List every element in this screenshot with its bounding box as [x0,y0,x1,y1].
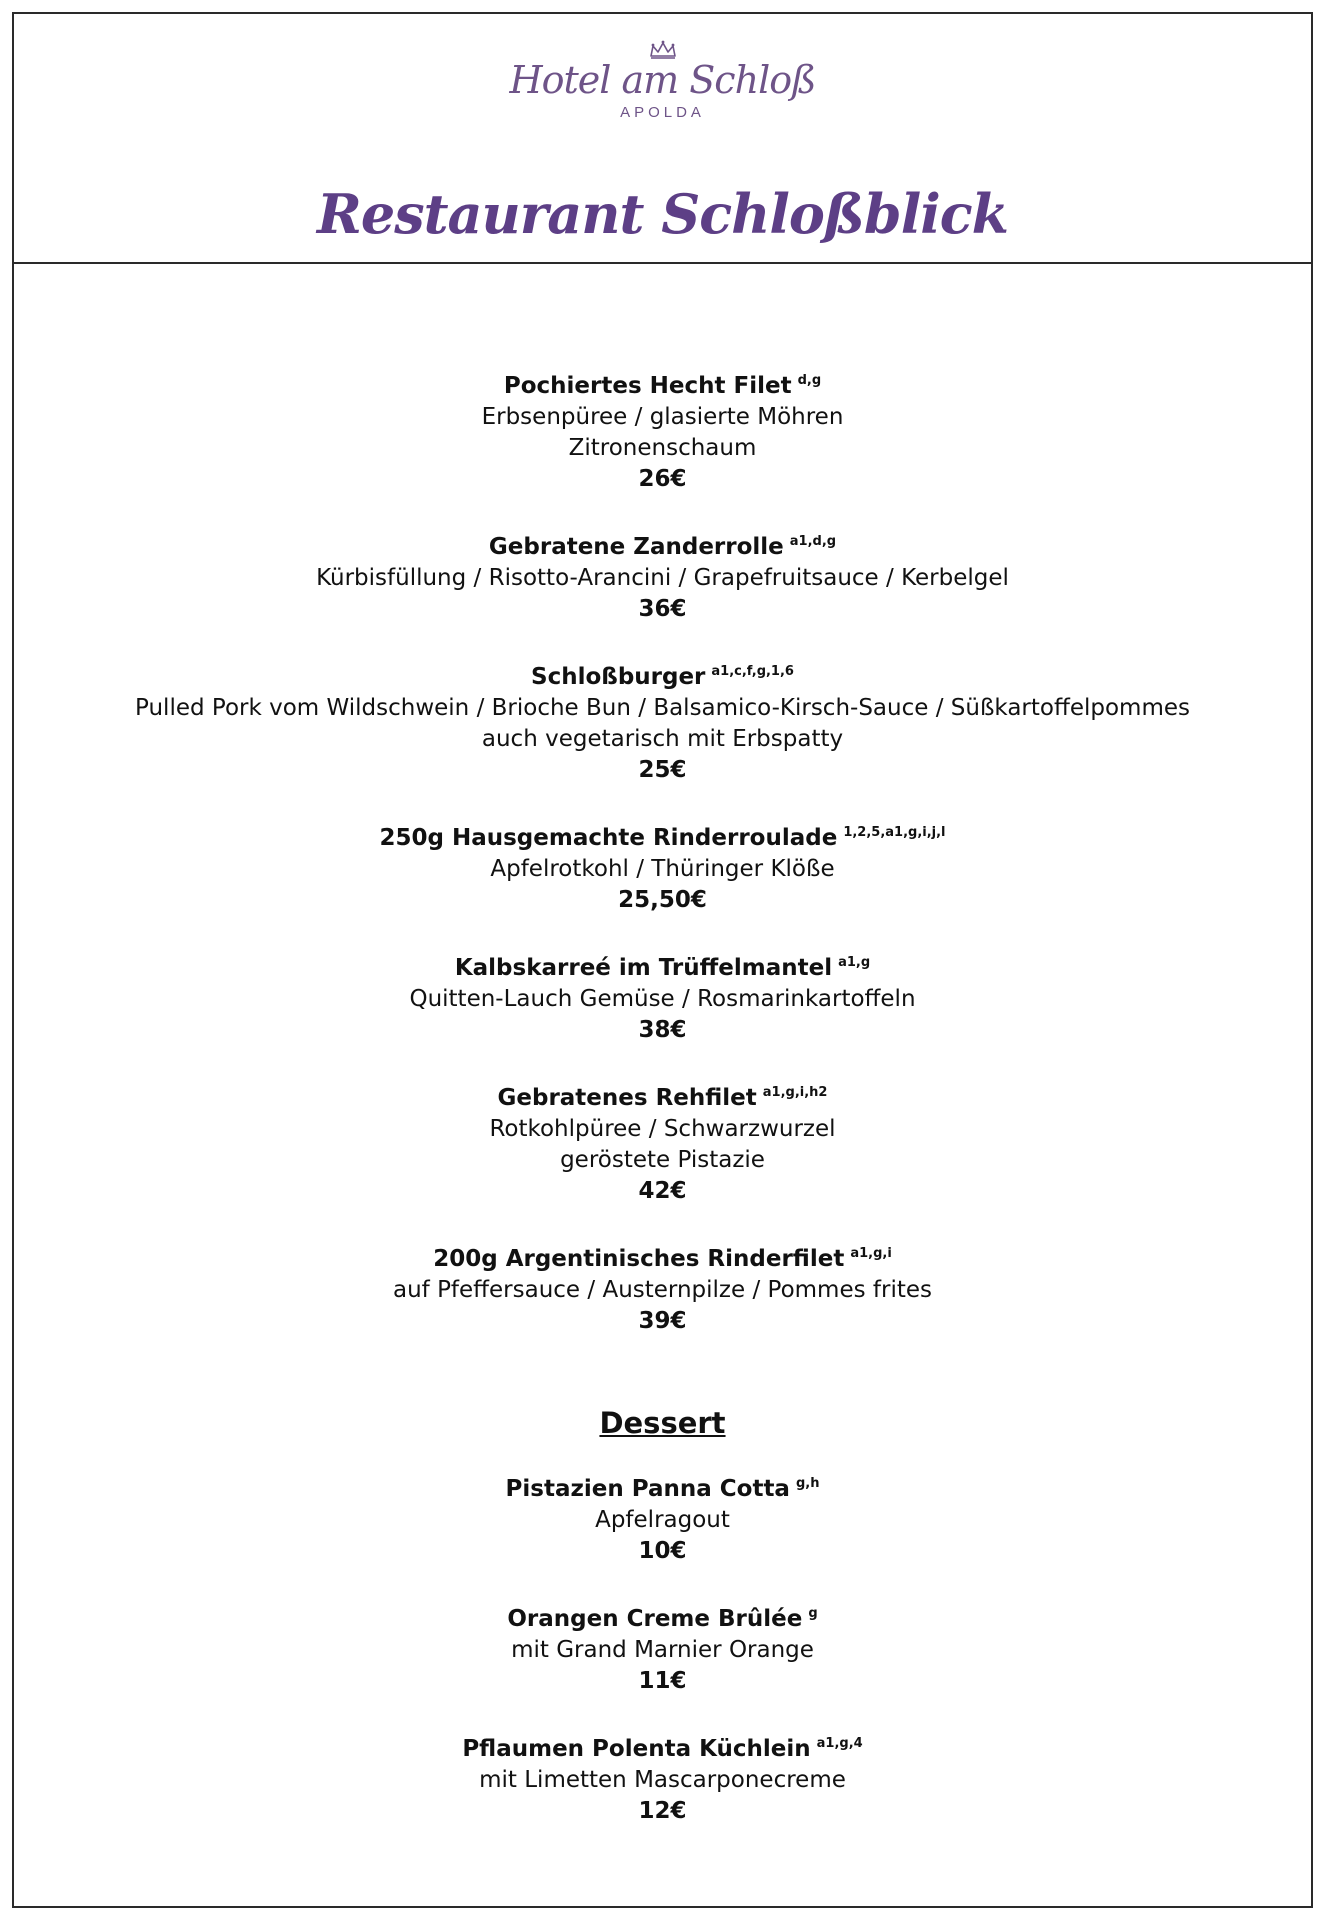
dish-item [0,1077,1325,1207]
dish-name: Gebratenes Rehfilet [497,1085,757,1111]
dish-description: mit Grand Marnier Orange [511,1637,814,1663]
main-dishes-section [0,365,1325,1368]
allergen-codes: g [808,1606,818,1621]
dish-name: Kalbskarreé im Trüffelmantel [454,955,833,981]
dish-name: 200g Argentinisches Rinderfilet [433,1246,845,1272]
dish-item [0,656,1325,786]
hotel-logo [14,40,1311,121]
allergen-codes: a1,d,g [789,534,837,549]
dish-description: mit Limetten Mascarponecreme [479,1767,846,1793]
dish-name: 250g Hausgemachte Rinderroulade [379,825,838,851]
dish-price: 25€ [638,757,687,783]
dish-price: 11€ [638,1668,687,1694]
dish-item [0,947,1325,1046]
dish-name: Schloßburger [531,664,706,690]
dish-description: Apfelragout [595,1507,730,1533]
dish-name-line [0,1077,1325,1114]
dish-name: Gebratene Zanderrolle [488,534,784,560]
dish-name-line [0,526,1325,563]
dish-price: 36€ [638,596,687,622]
allergen-codes: a1,g [838,955,871,970]
menu-header [14,14,1311,264]
dish-description: auch vegetarisch mit Erbspatty [481,726,844,752]
dish-description: auf Pfeffersauce / Austernpilze / Pommes frites [392,1277,932,1303]
allergen-codes: d,g [797,373,822,388]
dish-name: Pistazien Panna Cotta [505,1476,790,1502]
dessert-section [0,1405,1325,1858]
dish-name-line [0,656,1325,693]
dish-description: Kürbisfüllung / Risotto-Arancini / Grapefruitsauce / Kerbelgel [316,565,1009,591]
dish-name-line [0,365,1325,402]
dessert-item [0,1468,1325,1567]
dish-price: 38€ [638,1017,687,1043]
crown-icon [648,40,678,60]
dessert-item [0,1598,1325,1697]
restaurant-title: Restaurant Schloßblick [316,182,1009,246]
dish-item [0,1238,1325,1337]
dish-name: Orangen Creme Brûlée [507,1606,803,1632]
dish-item [0,526,1325,625]
dish-item [0,817,1325,916]
dish-price: 26€ [638,466,687,492]
logo-wordmark: Hotel am Schloß [509,58,816,102]
dish-description: Quitten-Lauch Gemüse / Rosmarinkartoffeln [409,986,916,1012]
dish-name-line [0,1238,1325,1275]
dish-name-line [0,817,1325,854]
logo-location: APOLDA [620,104,705,121]
dish-price: 42€ [638,1178,687,1204]
dish-item [0,365,1325,495]
dish-price: 25,50€ [618,887,707,913]
dish-description: Erbsenpüree / glasierte Möhren [481,404,844,430]
dish-name-line [0,947,1325,984]
dish-name-line [0,1468,1325,1505]
dish-description: Pulled Pork vom Wildschwein / Brioche Bun / Balsamico-Kirsch-Sauce / Süßkartoffelpommes [135,695,1190,721]
dessert-item [0,1728,1325,1827]
dish-name-line [0,1598,1325,1635]
allergen-codes: g,h [795,1476,820,1491]
dish-description: Rotkohlpüree / Schwarzwurzel [489,1116,836,1142]
dish-price: 10€ [638,1538,687,1564]
allergen-codes: a1,g,i [850,1246,892,1261]
dish-name: Pochiertes Hecht Filet [503,373,792,399]
dish-name-line [0,1728,1325,1765]
dish-name: Pflaumen Polenta Küchlein [462,1736,811,1762]
allergen-codes: a1,g,4 [816,1736,863,1751]
dessert-heading: Dessert [599,1406,726,1440]
dish-price: 12€ [638,1798,687,1824]
dish-description: Zitronenschaum [568,435,757,461]
allergen-codes: 1,2,5,a1,g,i,j,l [843,825,946,840]
dish-description: geröstete Pistazie [560,1147,765,1173]
allergen-codes: a1,g,i,h2 [762,1085,828,1100]
dish-price: 39€ [638,1308,687,1334]
dish-description: Apfelrotkohl / Thüringer Klöße [490,856,835,882]
allergen-codes: a1,c,f,g,1,6 [711,664,794,679]
